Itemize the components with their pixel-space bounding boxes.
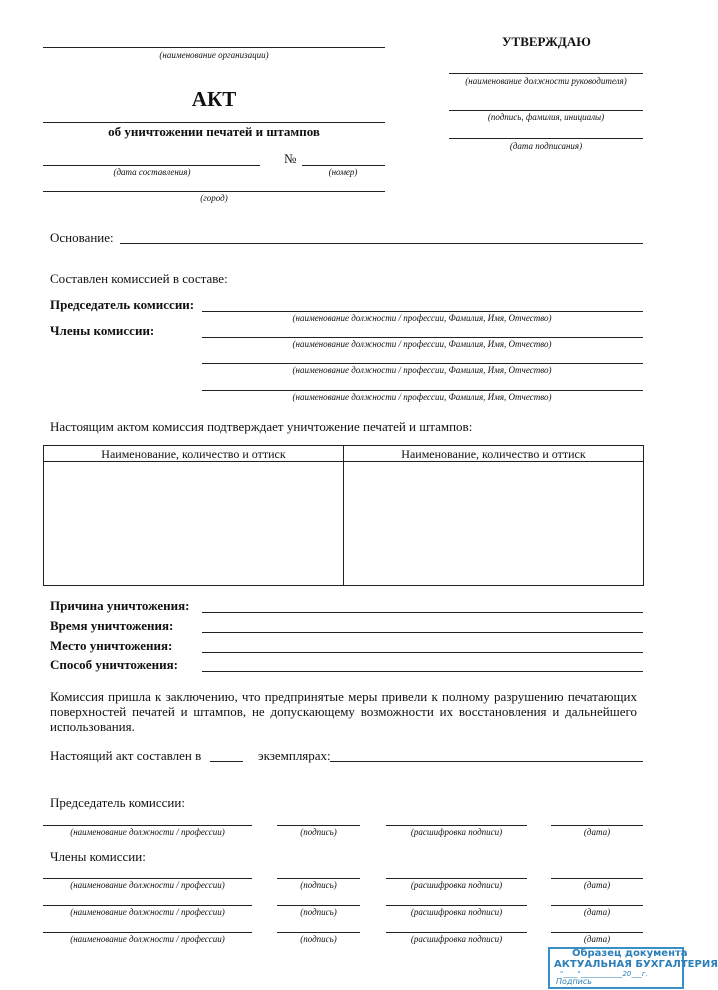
place-line	[202, 652, 643, 653]
approve-line	[449, 138, 643, 139]
signature-line	[551, 932, 643, 933]
signature-line	[386, 878, 527, 879]
stamp-text: Подпись	[556, 977, 592, 986]
org-caption: (наименование организации)	[159, 50, 269, 60]
signature-caption: (подпись)	[300, 827, 337, 837]
time-line	[202, 632, 643, 633]
person-caption: (наименование должности / профессии, Фамилия, Имя, Отчество)	[292, 339, 552, 349]
copies-line	[330, 761, 643, 762]
approve-caption: (подпись, фамилия, инициалы)	[487, 112, 605, 122]
copies-suffix: экземплярах:	[258, 748, 331, 763]
signature-line	[551, 878, 643, 879]
signature-caption: (наименование должности / профессии)	[70, 934, 225, 944]
org-line	[43, 47, 385, 48]
stamp-text: Образец документа	[572, 948, 688, 959]
basis-label: Основание:	[50, 230, 114, 245]
signature-line	[277, 905, 360, 906]
signature-caption: (дата)	[583, 907, 611, 917]
person-caption: (наименование должности / профессии, Фамилия, Имя, Отчество)	[292, 365, 552, 375]
signature-line	[277, 825, 360, 826]
signature-caption: (дата)	[583, 934, 611, 944]
document-title: АКТ	[191, 87, 237, 111]
commission-intro: Составлен комиссией в составе:	[50, 271, 228, 286]
signature-caption: (подпись)	[300, 880, 337, 890]
basis-line	[120, 243, 643, 244]
place-label: Место уничтожения:	[50, 638, 173, 653]
table-header-cell: Наименование, количество и оттиск	[101, 447, 286, 461]
city-caption: (город)	[200, 193, 228, 203]
member-line	[202, 337, 643, 338]
signature-line	[277, 878, 360, 879]
approve-caption: (наименование должности руководителя)	[465, 76, 627, 86]
signature-caption: (наименование должности / профессии)	[70, 907, 225, 917]
method-label: Способ уничтожения:	[50, 657, 178, 672]
signature-line	[277, 932, 360, 933]
number-sign: №	[284, 151, 297, 166]
reason-label: Причина уничтожения:	[50, 598, 190, 613]
copies-count-line	[210, 761, 243, 762]
conclusion-text: Комиссия пришла к заключению, что предпринятые меры привели к полному разрушению печатающих поверхностей печатей и штампов, не допускающему возможности их восстановления и дальнейшего использования.	[50, 689, 637, 734]
approve-heading: УТВЕРЖДАЮ	[502, 34, 591, 49]
sample-stamp	[548, 947, 718, 989]
chairman-label: Председатель комиссии:	[50, 297, 195, 312]
copies-prefix: Настоящий акт составлен в	[50, 748, 202, 763]
approve-caption: (дата подписания)	[509, 141, 583, 151]
seals-table	[43, 445, 644, 586]
title-line	[43, 122, 385, 123]
confirm-text: Настоящим актом комиссия подтверждает уничтожение печатей и штампов:	[50, 419, 473, 434]
signature-line	[43, 878, 252, 879]
time-label: Время уничтожения:	[50, 618, 174, 633]
number-line	[302, 165, 385, 166]
stamp-text: АКТУАЛЬНАЯ БУХГАЛТЕРИЯ	[554, 959, 718, 970]
city-line	[43, 191, 385, 192]
approve-line	[449, 73, 643, 74]
signature-caption: (дата)	[583, 880, 611, 890]
person-caption: (наименование должности / профессии, Фамилия, Имя, Отчество)	[292, 313, 552, 323]
sign-chairman-label: Председатель комиссии:	[50, 795, 185, 810]
chairman-line	[202, 311, 643, 312]
date-line	[43, 165, 260, 166]
signature-line	[43, 825, 252, 826]
document-subtitle: об уничтожении печатей и штампов	[108, 124, 320, 139]
signature-line	[551, 905, 643, 906]
signature-caption: (дата)	[583, 827, 611, 837]
signature-line	[386, 932, 527, 933]
signature-line	[43, 905, 252, 906]
signature-caption: (расшифровка подписи)	[410, 934, 503, 944]
signature-line	[386, 825, 527, 826]
number-caption: (номер)	[328, 167, 358, 177]
person-caption: (наименование должности / профессии, Фамилия, Имя, Отчество)	[292, 392, 552, 402]
signature-line	[43, 932, 252, 933]
signature-caption: (наименование должности / профессии)	[70, 827, 225, 837]
signature-caption: (расшифровка подписи)	[410, 827, 503, 837]
member-line	[202, 363, 643, 364]
table-header-cell: Наименование, количество и оттиск	[401, 447, 586, 461]
date-caption: (дата составления)	[113, 167, 191, 177]
signature-line	[551, 825, 643, 826]
table-divider	[343, 446, 344, 585]
signature-caption: (расшифровка подписи)	[410, 907, 503, 917]
signature-caption: (наименование должности / профессии)	[70, 880, 225, 890]
stamp-text: "____"____________20___г.	[560, 970, 648, 978]
members-label: Члены комиссии:	[50, 323, 155, 338]
member-line	[202, 390, 643, 391]
signature-line	[386, 905, 527, 906]
method-line	[202, 671, 643, 672]
signature-caption: (подпись)	[300, 907, 337, 917]
approve-line	[449, 110, 643, 111]
signature-caption: (подпись)	[300, 934, 337, 944]
reason-line	[202, 612, 643, 613]
sign-members-label: Члены комиссии:	[50, 849, 146, 864]
signature-caption: (расшифровка подписи)	[410, 880, 503, 890]
